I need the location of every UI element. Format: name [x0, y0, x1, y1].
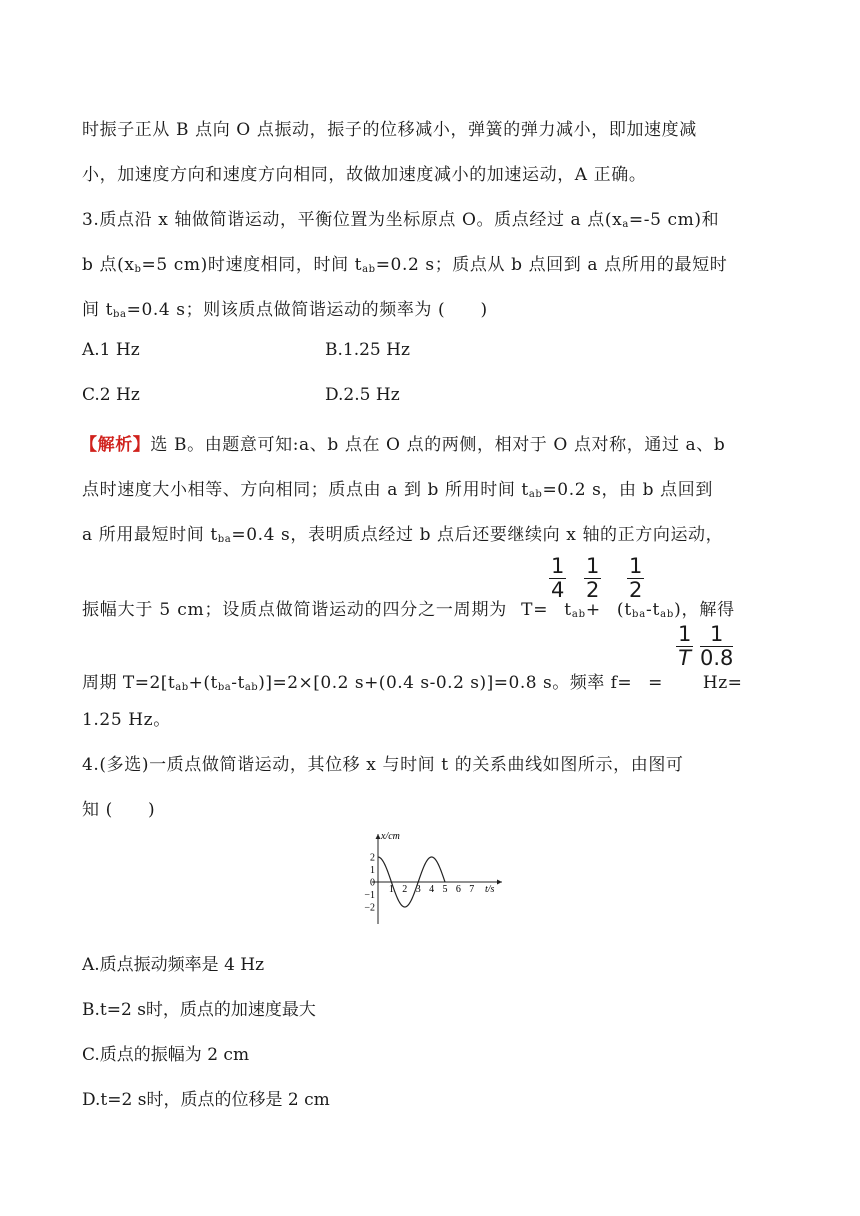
x-tick-label: 5 [442, 884, 448, 895]
q4-option-c: C.质点的振幅为 2 cm [82, 1045, 250, 1065]
text: =0.4 s；则该质点做简谐运动的频率为 ( ) [126, 300, 488, 320]
displacement-time-graph [360, 826, 510, 926]
text: 选 B。由题意可知:a、b 点在 O 点的两侧，相对于 O 点对称，通过 a、b [150, 435, 726, 455]
text: 振幅大于 5 cm；设质点做简谐运动的四分之一周期为 [82, 600, 508, 620]
x-tick-label: 7 [469, 884, 475, 895]
subscript: ab [175, 682, 189, 693]
solution-line-1 [80, 430, 725, 455]
x-tick-label: 2 [402, 884, 408, 895]
text: T= [521, 600, 549, 620]
question-4-line-1: 4.(多选)一质点做简谐运动，其位移 x 与时间 t 的关系曲线如图所示，由图可 [82, 755, 684, 775]
q4-option-a: A.质点振动频率是 4 Hz [82, 955, 265, 975]
subscript: b [134, 264, 142, 275]
y-tick-label: −1 [364, 890, 375, 901]
fraction-numerator: 1 [586, 554, 600, 578]
question-3-line-2 [82, 250, 727, 275]
solution-line-3 [82, 520, 723, 545]
fraction-1-2-b [627, 556, 644, 601]
fraction-denominator: 0.8 [700, 646, 734, 670]
text: (t [616, 600, 632, 620]
text: +(t [188, 673, 218, 693]
solution-line-6: 1.25 Hz。 [82, 710, 171, 730]
subscript: ba [113, 309, 127, 320]
y-axis-label: x/cm [381, 831, 400, 842]
y-tick-label: −2 [364, 902, 375, 914]
subscript: ab [528, 489, 543, 500]
q3-option-c: C.2 Hz [82, 385, 140, 405]
fraction-numerator: 1 [710, 622, 724, 646]
fraction-1-0.8 [700, 624, 733, 669]
text: t [564, 600, 572, 620]
text: 3.质点沿 x 轴做简谐运动，平衡位置为坐标原点 O。质点经过 a 点(x [82, 210, 623, 230]
x-ticks [389, 884, 474, 895]
q3-option-d: D.2.5 Hz [325, 385, 400, 405]
q4-option-b: B.t=2 s时，质点的加速度最大 [82, 1000, 316, 1020]
fraction-1-2-a [584, 556, 601, 601]
q3-option-b: B.1.25 Hz [325, 340, 410, 360]
line-1: 时振子正从 B 点向 O 点振动，振子的位移减小，弹簧的弹力减小，即加速度减 [82, 120, 697, 140]
question-3-line-3 [82, 295, 488, 320]
x-axis-arrow [497, 880, 502, 885]
x-axis-label: t/s [485, 884, 495, 895]
text: b 点(x [82, 255, 135, 275]
fraction-1-4 [549, 556, 566, 601]
fraction-numerator: 1 [678, 622, 692, 646]
q3-option-a: A.1 Hz [82, 340, 140, 360]
fraction-denominator: 2 [629, 578, 643, 602]
y-tick-label: 1 [370, 865, 375, 876]
text: =0.2 s，由 b 点回到 [542, 480, 713, 500]
solution-line-2 [82, 475, 713, 500]
subscript: ab [244, 682, 259, 693]
subscript: a [622, 219, 629, 230]
analysis-tag: 【解析】 [80, 435, 151, 455]
x-tick-label: 4 [429, 884, 435, 895]
text: -t [231, 673, 245, 693]
x-tick-label: 6 [455, 884, 461, 895]
text: + [585, 600, 601, 620]
subscript: ba [217, 534, 232, 545]
subscript: ba [217, 682, 232, 693]
subscript: ab [571, 609, 586, 620]
line-2: 小，加速度方向和速度方向相同，故做加速度减小的加速运动，A 正确。 [82, 165, 647, 185]
text: Hz= [702, 673, 743, 693]
y-tick-label: 2 [370, 852, 375, 864]
y-ticks [364, 853, 375, 914]
x-tick-label: 1 [388, 884, 394, 895]
text: =5 cm)时速度相同，时间 t [141, 255, 363, 275]
fraction-1-T [676, 624, 693, 669]
subscript: ab [660, 609, 675, 620]
fraction-denominator: 2 [586, 578, 600, 602]
fraction-numerator: 1 [629, 554, 643, 578]
subscript: ba [632, 609, 646, 620]
text: -t [645, 600, 661, 620]
text: a 所用最短时间 t [82, 525, 218, 545]
text: =-5 cm)和 [628, 210, 720, 230]
text: 周期 T=2[t [82, 673, 176, 693]
text: =0.2 s；质点从 b 点回到 a 点所用的最短时 [375, 255, 728, 275]
text: 点时速度大小相等、方向相同；质点由 a 到 b 所用时间 t [82, 480, 529, 500]
question-3-line-1 [82, 205, 719, 230]
text: =0.4 s，表明质点经过 b 点后还要继续向 x 轴的正方向运动， [231, 525, 724, 545]
subscript: ab [362, 264, 376, 275]
q4-option-d: D.t=2 s时，质点的位移是 2 cm [82, 1090, 330, 1110]
fraction-denominator: 4 [551, 578, 565, 602]
fraction-numerator: 1 [551, 554, 565, 578]
text: 间 t [82, 300, 114, 320]
question-4-line-2: 知 ( ) [82, 800, 156, 820]
y-axis-arrow [376, 834, 381, 839]
y-tick-label: 0 [370, 877, 375, 889]
solution-line-5 [82, 668, 742, 693]
text: )]=2×[0.2 s+(0.4 s-0.2 s)]=0.8 s。频率 f= [258, 673, 633, 693]
x-tick-label: 3 [415, 884, 421, 895]
text: )，解得 [674, 600, 735, 620]
text: = [648, 673, 663, 693]
fraction-denominator: T [678, 646, 692, 670]
